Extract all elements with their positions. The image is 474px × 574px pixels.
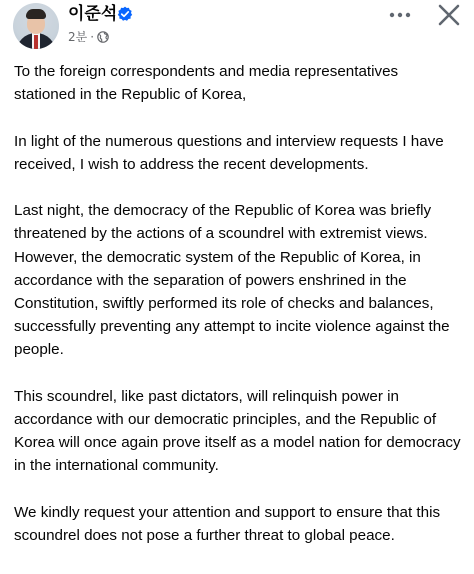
post-paragraph: To the foreign correspondents and media representatives stationed in the Republic of Korea, xyxy=(14,63,399,104)
more-options-icon[interactable] xyxy=(385,4,415,26)
post-body xyxy=(14,60,462,570)
globe-icon[interactable] xyxy=(97,31,109,43)
close-icon[interactable] xyxy=(436,2,462,28)
post-meta xyxy=(68,28,109,46)
author-name[interactable]: 이준석 xyxy=(68,4,118,24)
author-avatar[interactable] xyxy=(13,3,59,49)
verified-badge-icon xyxy=(117,6,133,22)
post-timestamp[interactable]: 2분 xyxy=(68,30,88,44)
post-paragraph: We kindly request your attention and support to ensure that this scoundrel does not pose a further threat to global peace. xyxy=(14,503,441,544)
post-paragraph: This scoundrel, like past dictators, will relinquish power in accordance with our democratic principles, and the Republic of Korea will once again prove itself as a model nation for democracy in the international community. xyxy=(14,387,461,475)
post-paragraph: In light of the numerous questions and interview requests I have received, I wish to address the recent developments. xyxy=(14,132,444,173)
post-header xyxy=(0,0,474,58)
meta-separator: · xyxy=(90,30,95,44)
post-paragraph: Last night, the democracy of the Republic of Korea was briefly threatened by the actions of a scoundrel with extremist views. However, the democratic system of the Republic of Korea, in accordance with the separation of powers enshrined in the Constitution, swiftly performed its role of checks and balances, successfully preventing any attempt to incite violence against the people. xyxy=(14,202,450,359)
